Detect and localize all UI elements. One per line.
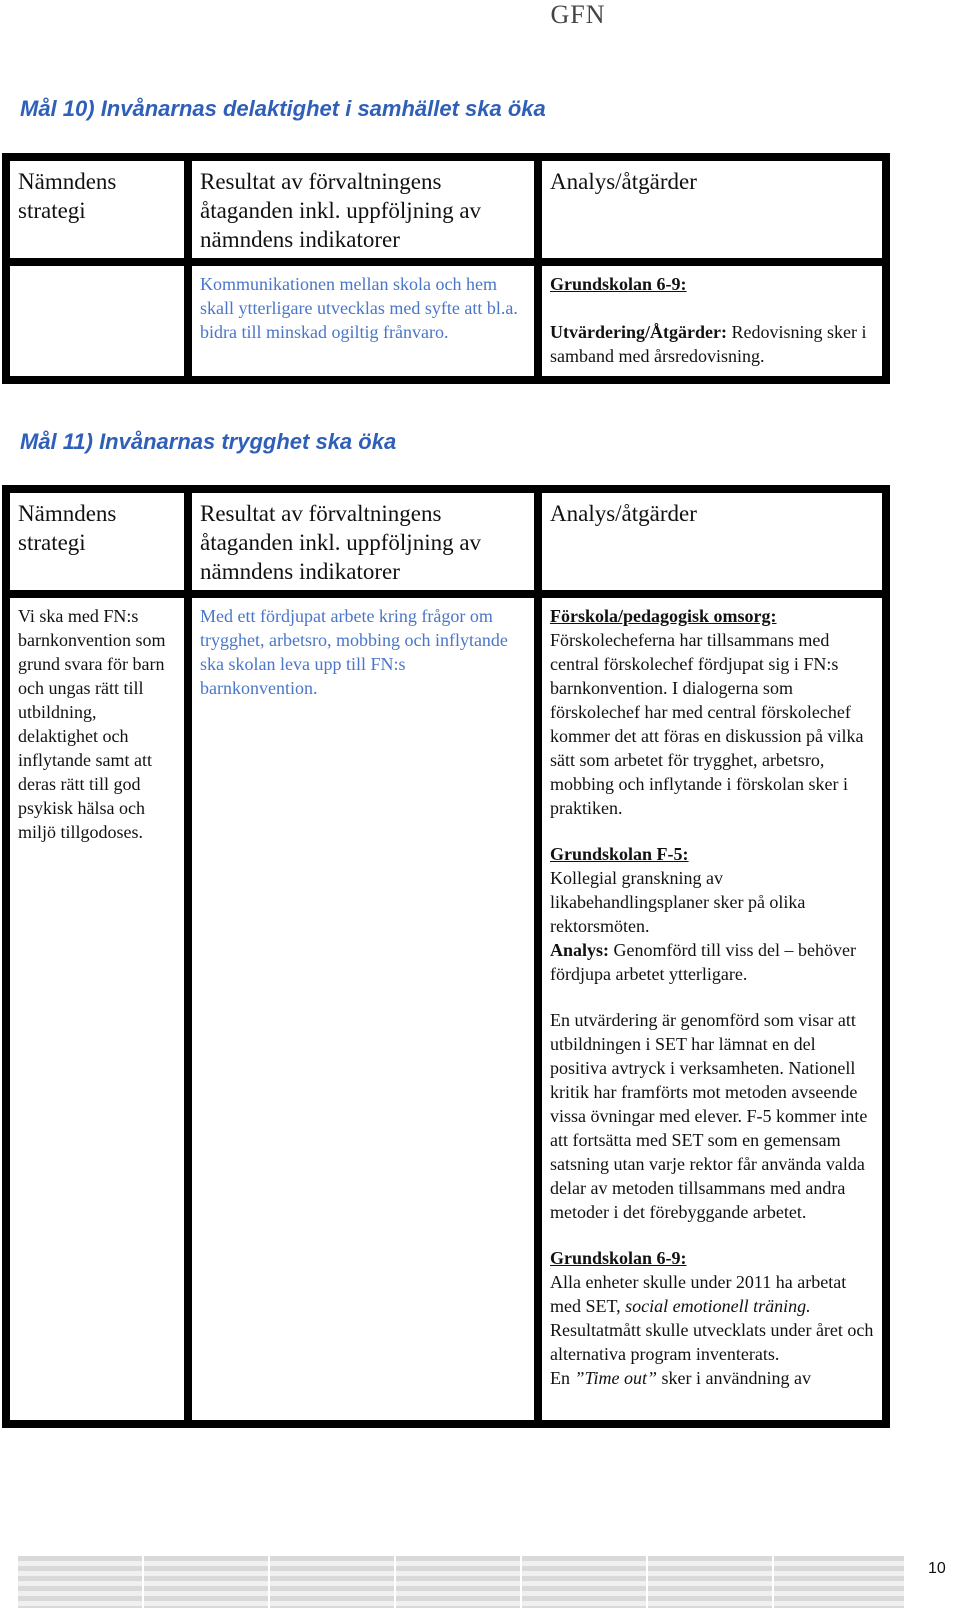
header-results: Resultat av förvaltningens åtaganden inkl. uppföljning av nämndens indikatorer	[192, 161, 542, 266]
section-text: En utvärdering är genomförd som visar att utbildningen i SET har lämnat en del positiva avtryck i verksamheten. Nationell kritik har framförts mot metoden avseende vissa övningar med elever. F-5 kommer inte att fortsätta med SET som en gemensam satsning utan varje rektor får använda valda delar av metoden tillsammans med andra metoder i det förebyggande arbetet.	[550, 1010, 868, 1222]
analysis-body: Redovisning sker i samband med årsredovisning.	[550, 322, 867, 366]
header-strategy: Nämndens strategi	[10, 493, 192, 598]
text-part: Alla enheter skulle under 2011 ha arbetat med SET,	[550, 1272, 847, 1316]
analysis-text	[550, 320, 874, 368]
header-analysis: Analys/åtgärder	[542, 493, 882, 598]
results-cell: Med ett fördjupat arbete kring frågor om trygghet, arbetsro, mobbing och inflytande ska skolan leva upp till FN:s barnkonvention.	[192, 598, 542, 1420]
analysis-label: Utvärdering/Åtgärder:	[550, 322, 727, 342]
goal-10-table	[2, 153, 890, 384]
header-results: Resultat av förvaltningens åtaganden inkl. uppföljning av nämndens indikatorer	[192, 493, 542, 598]
text-part: sker i användning av	[657, 1368, 811, 1388]
section-heading: Förskola/pedagogisk omsorg:	[550, 606, 777, 626]
section-analysis	[550, 938, 874, 986]
text-italic: social emotionell träning.	[625, 1296, 811, 1316]
strategy-cell	[10, 266, 192, 376]
goal-11-table	[2, 485, 890, 1428]
goal-11-title: Mål 11) Invånarnas trygghet ska öka	[20, 429, 397, 454]
header-analysis: Analys/åtgärder	[542, 161, 882, 266]
analysis-label: Analys:	[550, 940, 610, 960]
text-part: Resultatmått skulle utvecklats under året och alternativa program inventerats.	[550, 1320, 874, 1364]
goal-10-title: Mål 10) Invånarnas delaktighet i samhället ska öka	[20, 96, 546, 121]
section-heading: Grundskolan 6-9:	[550, 1248, 687, 1268]
results-cell: Kommunikationen mellan skola och hem skall ytterligare utvecklas med syfte att bl.a. bidra till minskad ogiltig frånvaro.	[192, 266, 542, 376]
page-number: 10	[928, 1560, 946, 1577]
analysis-heading: Grundskolan 6-9:	[550, 274, 687, 294]
analysis-cell	[542, 266, 882, 376]
strategy-cell: Vi ska med FN:s barnkonvention som grund svara för barn och ungas rätt till utbildning, delaktighet och inflytande samt att deras rätt till god psykisk hälsa och miljö tillgodoses.	[10, 598, 192, 1420]
section-heading: Grundskolan F-5:	[550, 844, 689, 864]
section-text	[550, 1270, 874, 1366]
footer-band	[18, 1556, 904, 1608]
section-text: Förskolecheferna har tillsammans med central förskolechef fördjupat sig i FN:s barnkonvention. I dialogerna som förskolechef har med central förskolechef kommer det att föras en diskussion på vilka sätt som arbetet för trygghet, arbetsro, mobbing och inflytande i förskolan sker i praktiken.	[550, 630, 864, 818]
header-title: GFN	[550, 0, 606, 29]
header-strategy: Nämndens strategi	[10, 161, 192, 266]
analysis-cell	[542, 598, 882, 1420]
section-text: Kollegial granskning av likabehandlingsplaner sker på olika rektorsmöten.	[550, 868, 806, 936]
page-header	[0, 0, 960, 30]
analysis-body: Genomförd till viss del – behöver fördjupa arbetet ytterligare.	[550, 940, 856, 984]
section-text	[550, 1366, 874, 1390]
text-italic: ”Time out”	[574, 1368, 658, 1388]
text-part: En	[550, 1368, 575, 1388]
